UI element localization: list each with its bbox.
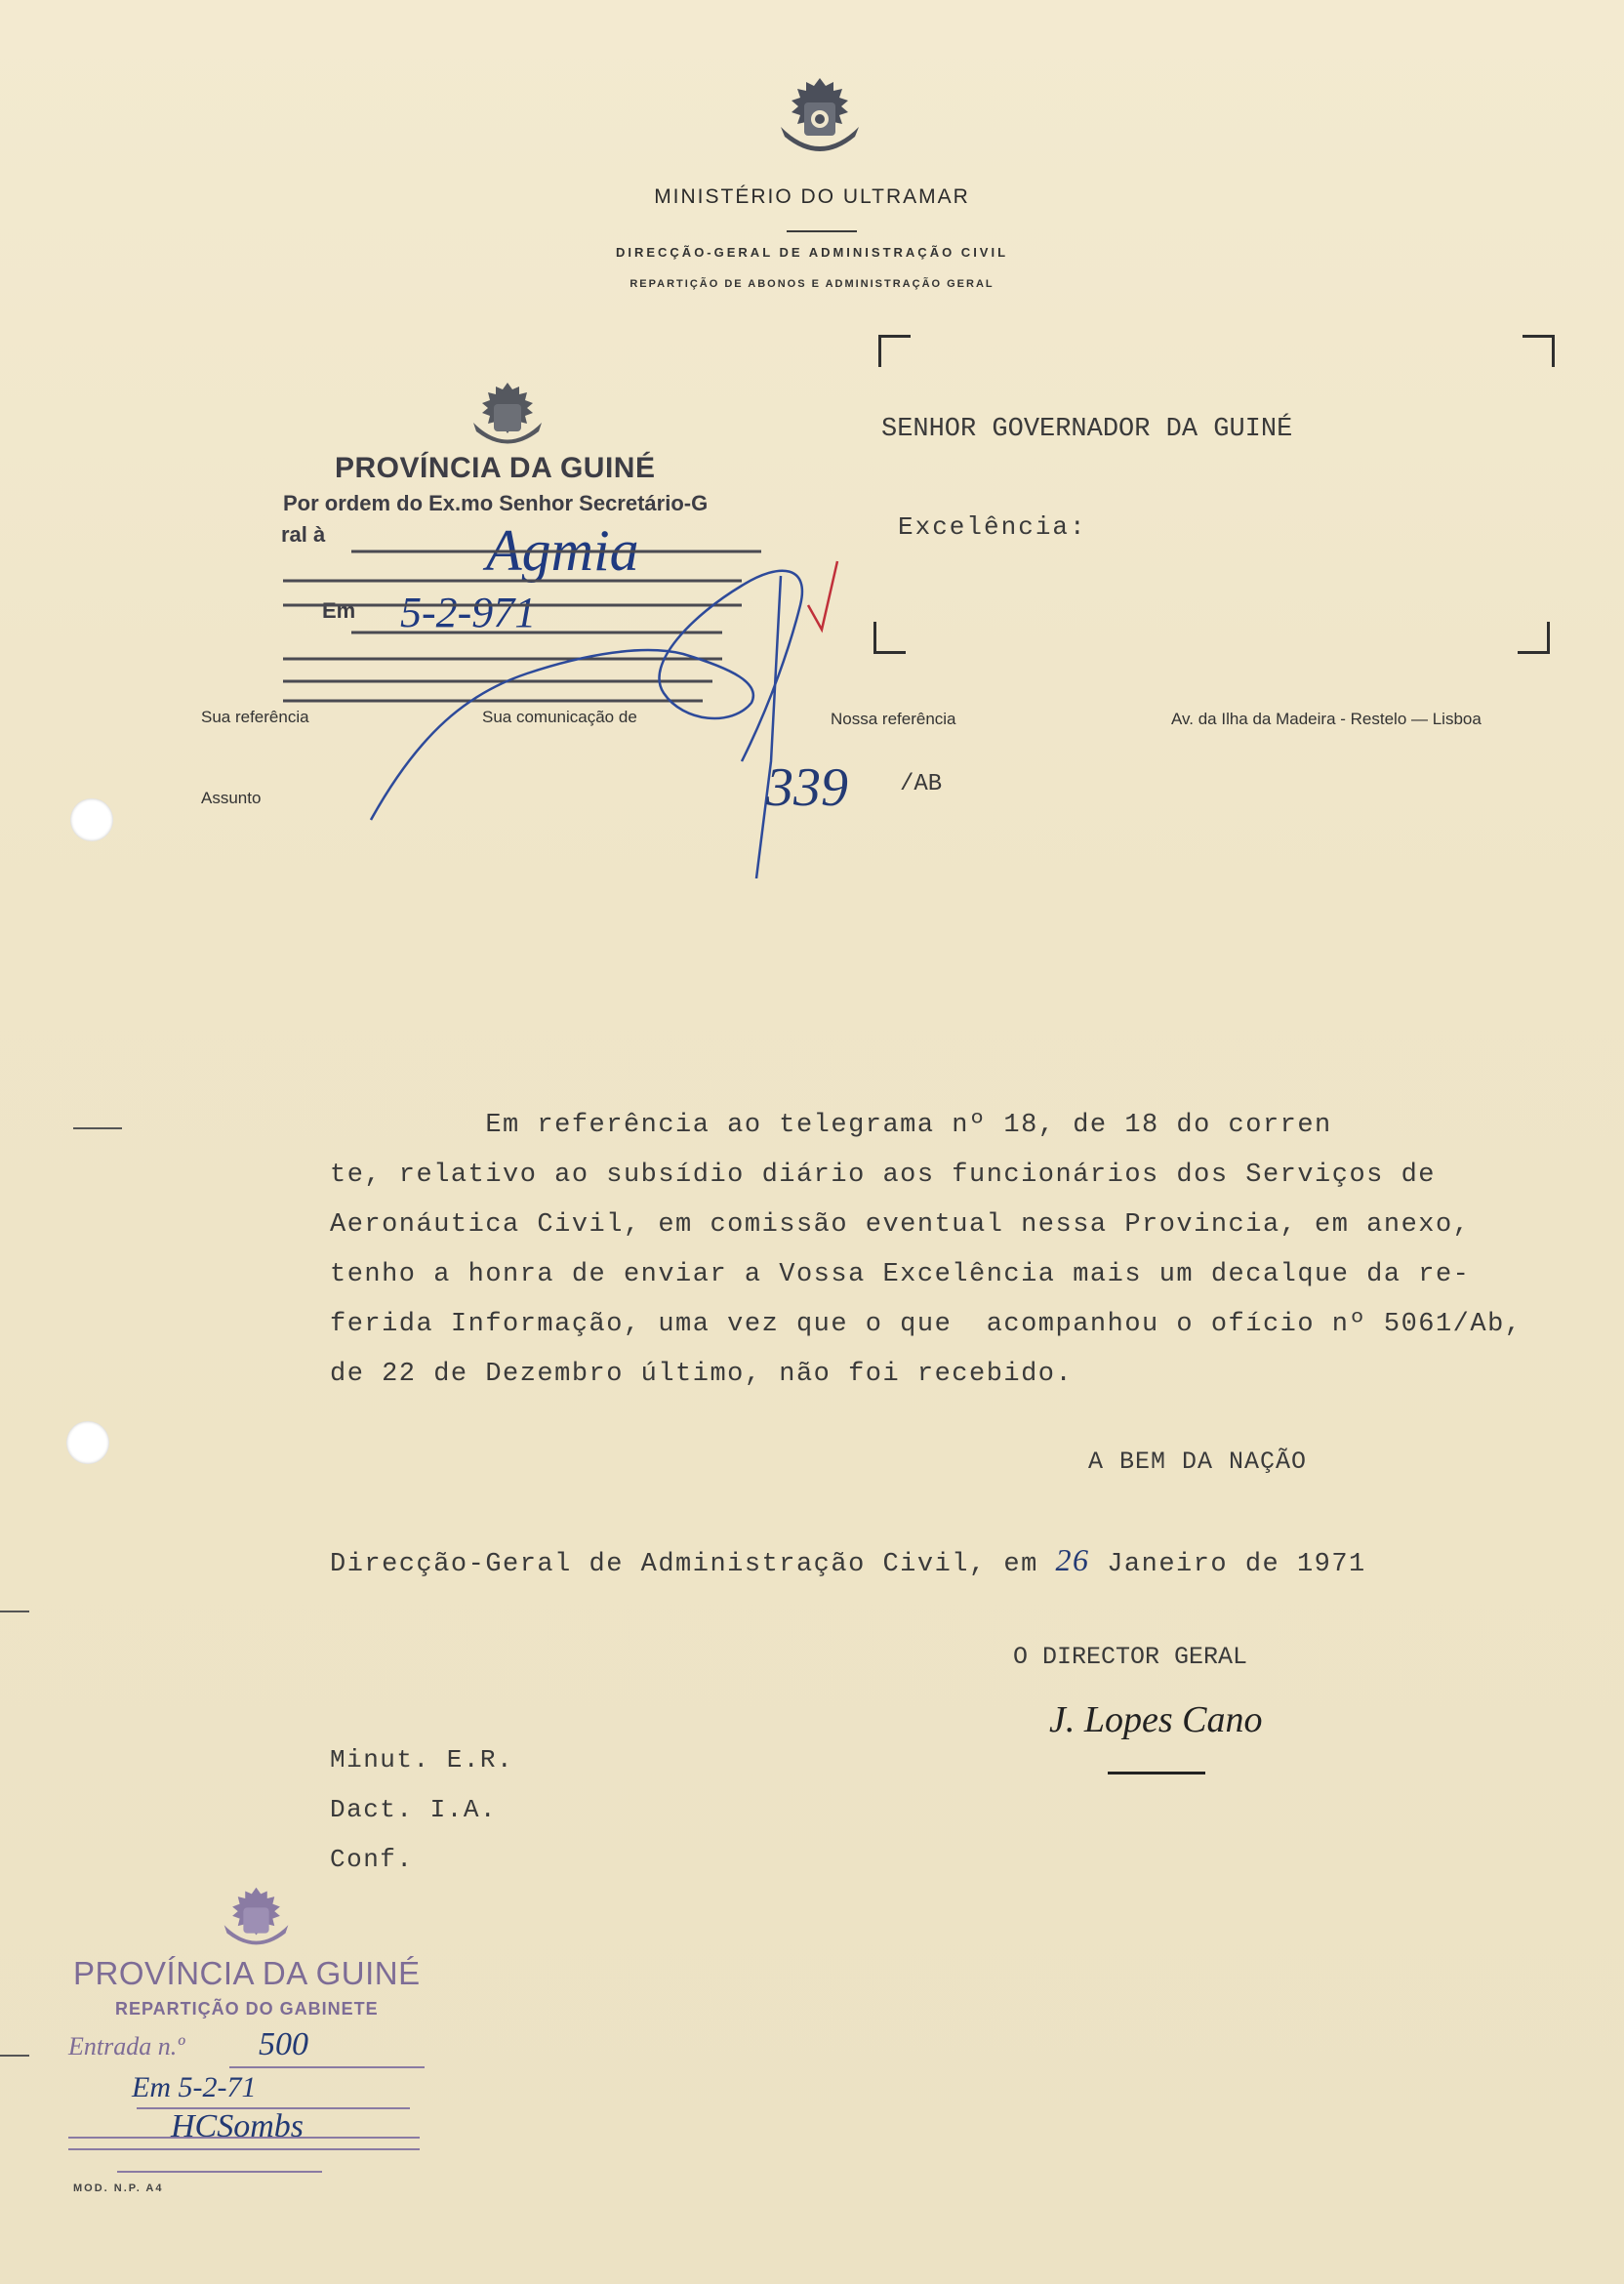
signatory-title: O DIRECTOR GERAL <box>1013 1643 1248 1671</box>
salutation: Excelência: <box>898 512 1087 542</box>
stamp-top-handwritten-recipient: Agmia <box>486 518 639 583</box>
stamp-top-title: PROVÍNCIA DA GUINÉ <box>335 452 656 484</box>
label-sua-comunicacao: Sua comunicação de <box>482 708 637 726</box>
ministry-title: MINISTÉRIO DO ULTRAMAR <box>654 185 970 208</box>
label-address: Av. da Ilha da Madeira - Restelo — Lisboa <box>1171 710 1482 728</box>
stamp-top-em-label: Em <box>322 598 356 623</box>
address-corner-top-left <box>878 335 911 367</box>
stamp-top-line1: Por ordem do Ex.mo Senhor Secretário-G <box>283 491 709 515</box>
ministry-rule <box>787 230 857 232</box>
dateline <box>330 1542 1366 1579</box>
stamp-crest-icon <box>459 379 556 457</box>
stamp-top-line2: ral à <box>281 522 326 547</box>
body-line: tenho a honra de enviar a Vossa Excelência mais um decalque da re- <box>330 1260 1471 1289</box>
stamp-bottom-subtitle: REPARTIÇÃO DO GABINETE <box>115 1999 379 2019</box>
label-assunto: Assunto <box>201 789 262 807</box>
coat-of-arms-icon <box>761 73 878 171</box>
address-corner-bottom-right <box>1518 622 1550 654</box>
our-reference-suffix: /AB <box>900 771 943 797</box>
initials-line: Conf. <box>330 1845 414 1874</box>
stamp-bottom-signature: HCSombs <box>171 2108 304 2144</box>
initials-line: Minut. E.R. <box>330 1745 514 1774</box>
body-line: Em referência ao telegrama nº 18, de 18 do corren <box>330 1111 1332 1140</box>
stamp-lines-and-pen-strokes <box>273 508 878 878</box>
punch-hole-lower <box>66 1421 109 1464</box>
margin-fold-mark <box>0 1611 29 1612</box>
punch-hole-upper <box>70 798 113 841</box>
form-code: MOD. N.P. A4 <box>73 2182 164 2194</box>
stamp-bottom-date: Em 5-2-71 <box>132 2071 257 2103</box>
dateline-suffix: Janeiro de 1971 <box>1107 1550 1366 1579</box>
stamp-bottom-lines <box>59 2060 439 2186</box>
initials-block <box>330 1735 513 1885</box>
body-line: te, relativo ao subsídio diário aos funcionários dos Serviços de <box>330 1161 1436 1190</box>
signature-underline <box>1108 1772 1205 1774</box>
margin-fold-mark <box>73 1127 122 1129</box>
body-line: Aeronáutica Civil, em comissão eventual nessa Provincia, em anexo, <box>330 1210 1471 1240</box>
addressee: SENHOR GOVERNADOR DA GUINÉ <box>881 415 1293 444</box>
closing-phrase: A BEM DA NAÇÃO <box>1088 1448 1308 1476</box>
letter-body <box>330 1101 1530 1400</box>
stamp-bottom-crest-icon <box>210 1884 303 1957</box>
label-sua-referencia: Sua referência <box>201 708 309 726</box>
address-corner-top-right <box>1522 335 1555 367</box>
stamp-bottom-title: PROVÍNCIA DA GUINÉ <box>73 1955 421 1991</box>
dateline-day: 26 <box>1055 1542 1090 1577</box>
label-nossa-referencia: Nossa referência <box>831 710 956 728</box>
body-line: de 22 de Dezembro último, não foi recebido. <box>330 1360 1074 1389</box>
directorate-title: DIRECÇÃO-GERAL DE ADMINISTRAÇÃO CIVIL <box>615 245 1009 260</box>
initials-line: Dact. I.A. <box>330 1795 498 1824</box>
our-reference-number: 339 <box>766 757 848 818</box>
signatory-signature: J. Lopes Cano <box>1049 1699 1263 1740</box>
body-line: ferida Informação, uma vez que o que acompanhou o ofício nº 5061/Ab, <box>330 1310 1522 1339</box>
stamp-bottom-entrada-label: Entrada n.º <box>68 2032 185 2060</box>
department-title: REPARTIÇÃO DE ABONOS E ADMINISTRAÇÃO GERAL <box>629 278 995 290</box>
stamp-bottom-entrada-number: 500 <box>259 2026 308 2062</box>
stamp-top-handwritten-date: 5-2-971 <box>400 589 537 636</box>
margin-fold-mark <box>0 2055 29 2057</box>
dateline-prefix: Direcção-Geral de Administração Civil, em <box>330 1550 1038 1579</box>
